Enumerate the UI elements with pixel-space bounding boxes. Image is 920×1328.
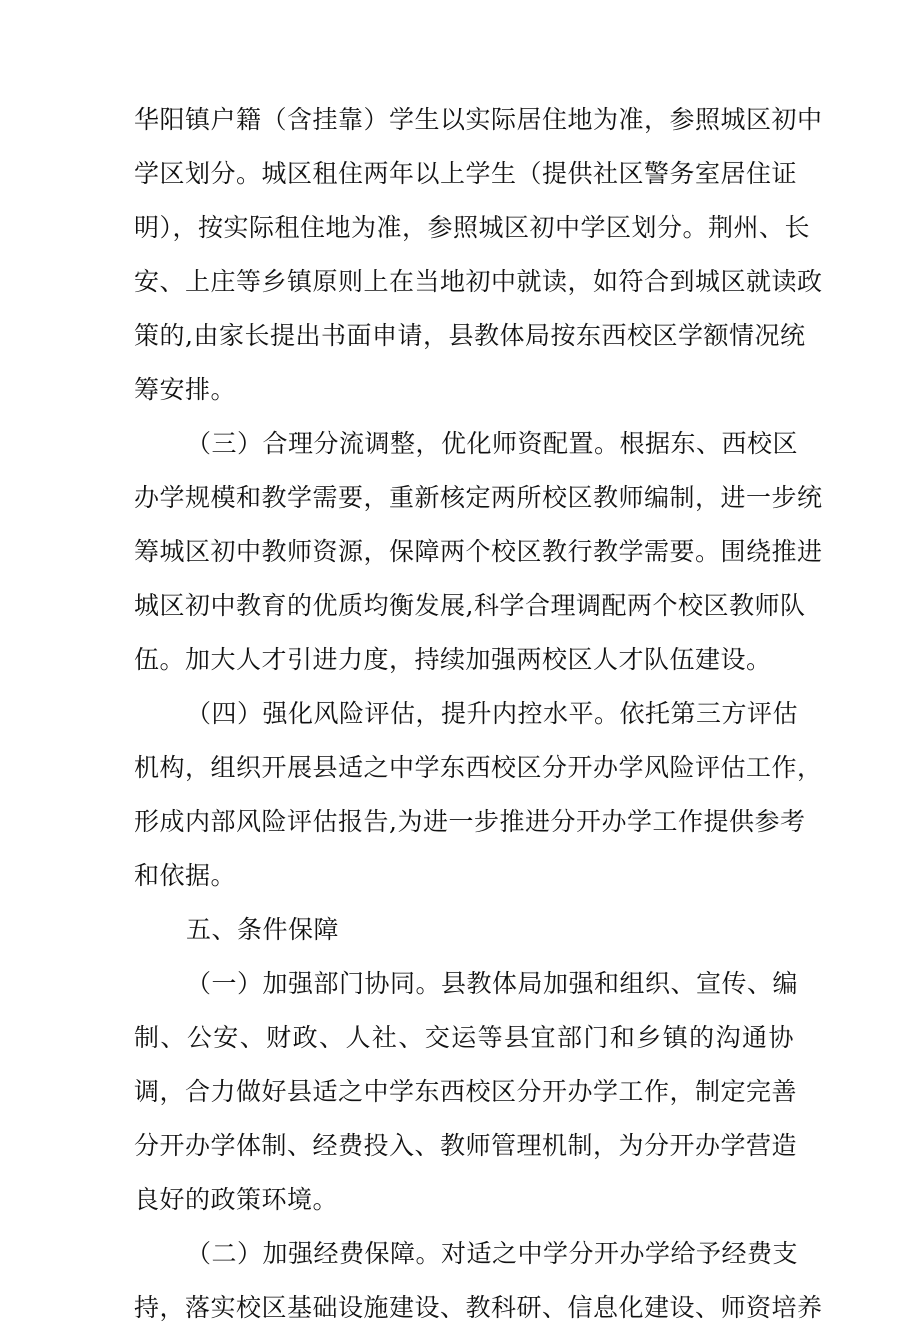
paragraph-line: 办学规模和教学需要，重新核定两所校区教师编制，进一步统 xyxy=(134,483,823,512)
paragraph-line: 筹城区初中教师资源，保障两个校区教行教学需要。围绕推进 xyxy=(134,537,823,566)
paragraph-line: 和依据。 xyxy=(134,861,237,890)
paragraph-line: 城区初中教育的优质均衡发展,科学合理调配两个校区教师队 xyxy=(134,591,806,620)
paragraph-line: （三）合理分流调整，优化师资配置。根据东、西校区 xyxy=(186,429,799,458)
paragraph-line: 华阳镇户籍（含挂靠）学生以实际居住地为准，参照城区初中 xyxy=(134,105,823,134)
paragraph-line: （二）加强经费保障。对适之中学分开办学给予经费支 xyxy=(186,1239,799,1268)
section-heading: 五、条件保障 xyxy=(186,915,340,944)
paragraph-line: 良好的政策环境。 xyxy=(134,1185,339,1214)
paragraph-line: 持，落实校区基础设施建设、教科研、信息化建设、师资培养 xyxy=(134,1293,823,1322)
paragraph-line: 明），按实际租住地为准，参照城区初中学区划分。荆州、长 xyxy=(134,213,811,242)
paragraph-line: 策的,由家长提出书面申请，县教体局按东西校区学额情况统 xyxy=(134,321,806,350)
paragraph-line: 安、上庄等乡镇原则上在当地初中就读，如符合到城区就读政 xyxy=(134,267,823,296)
paragraph-line: （四）强化风险评估，提升内控水平。依托第三方评估 xyxy=(186,699,799,728)
paragraph-line: 机构，组织开展县适之中学东西校区分开办学风险评估工作， xyxy=(134,753,823,782)
paragraph-line: （一）加强部门协同。县教体局加强和组织、宣传、编 xyxy=(186,969,799,998)
paragraph-line: 分开办学体制、经费投入、教师管理机制，为分开办学营造 xyxy=(134,1131,798,1160)
paragraph-line: 伍。加大人才引进力度，持续加强两校区人才队伍建设。 xyxy=(134,645,772,674)
paragraph-line: 学区划分。城区租住两年以上学生（提供社区警务室居住证 xyxy=(134,159,798,188)
paragraph-line: 调，合力做好县适之中学东西校区分开办学工作，制定完善 xyxy=(134,1077,798,1106)
paragraph-line: 形成内部风险评估报告,为进一步推进分开办学工作提供参考 xyxy=(134,807,806,836)
paragraph-line: 筹安排。 xyxy=(134,375,237,404)
paragraph-line: 制、公安、财政、人社、交运等县宜部门和乡镇的沟通协 xyxy=(134,1023,794,1052)
